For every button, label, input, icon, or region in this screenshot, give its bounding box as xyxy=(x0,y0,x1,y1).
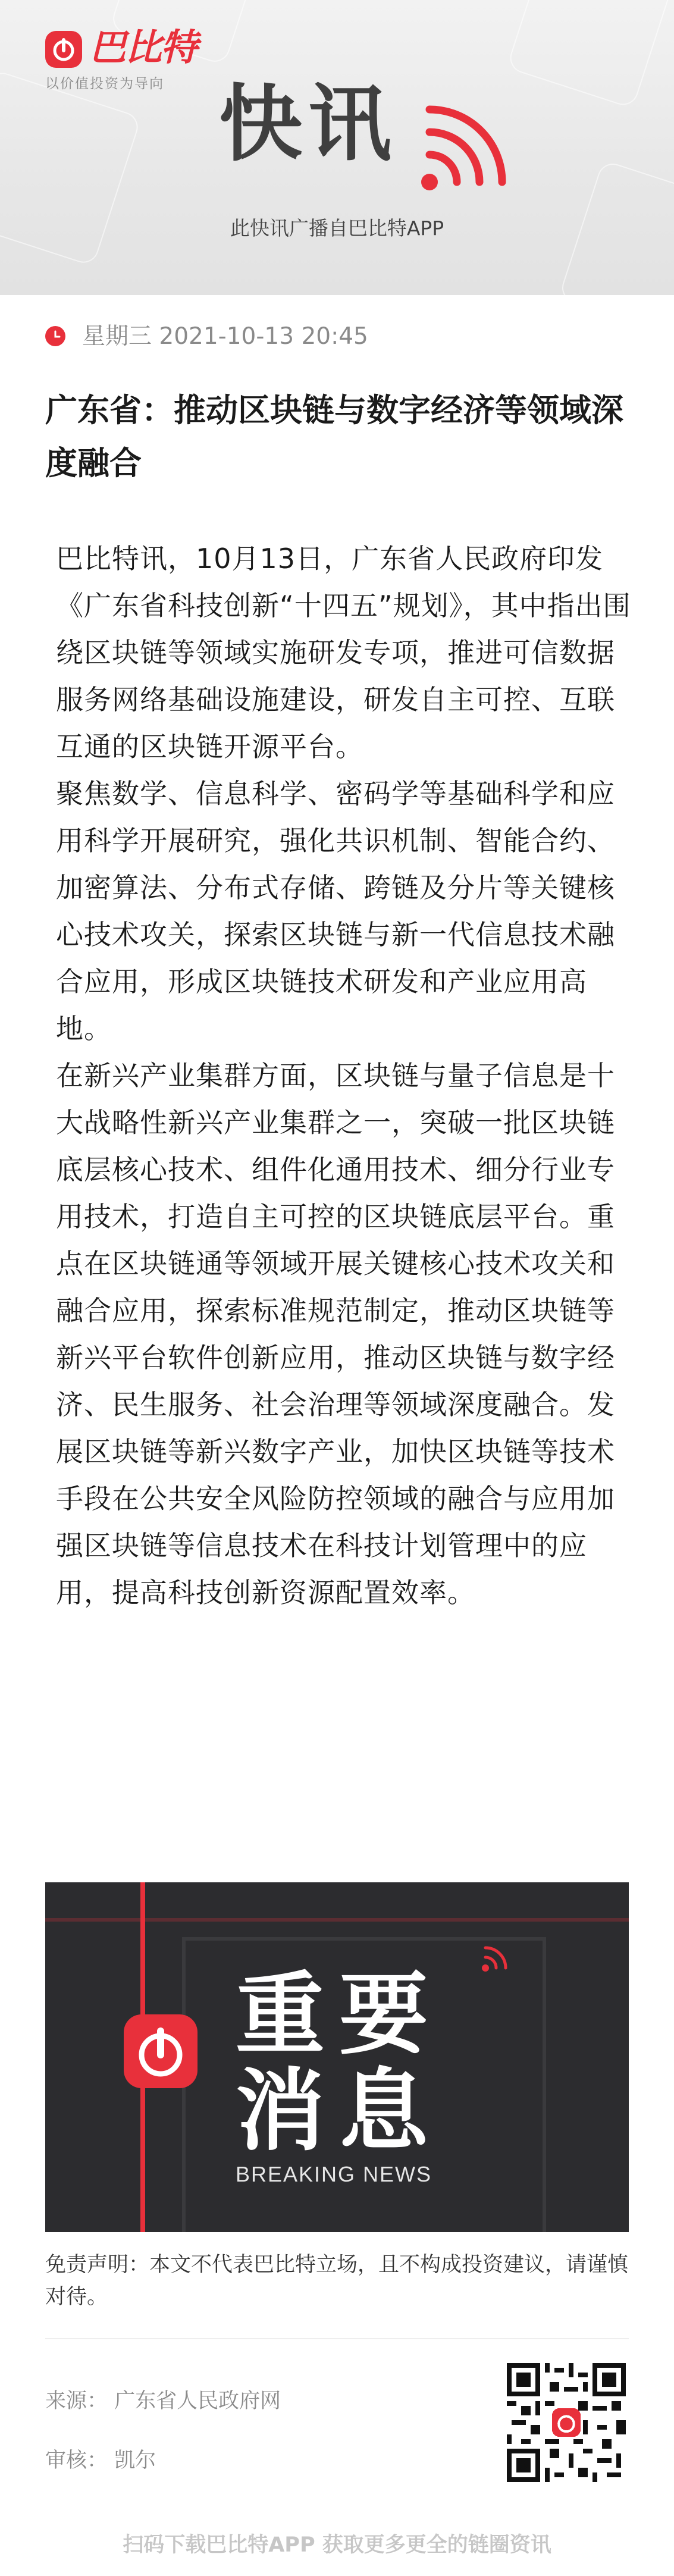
publish-date: 星期三 2021-10-13 20:45 xyxy=(82,323,368,350)
source-line: 来源： 广东省人民政府网 xyxy=(45,2389,281,2413)
article-paragraph: 聚焦数学、信息科学、密码学等基础科学和应用科学开展研究，强化共识机制、智能合约、加密算法、分布式存储、跨链及分片等关键核心技术攻关，探索区块链与新一代信息技术融合应用，形成区块链技术研发和产业应用高地。 xyxy=(56,778,615,1045)
article-paragraph: 巴比特讯，10月13日，广东省人民政府印发《广东省科技创新“十四五”规划》，其中指出围绕区块链等领域实施研发专项，推进可信数据服务网络基础设施建设，研发自主可控、互联互通的区块链开源平台。 xyxy=(56,543,631,763)
brand-slogan: 以价值投资为导向 xyxy=(45,76,164,92)
header-subtitle: 此快讯广播自巴比特APP xyxy=(230,217,444,240)
banner-caption: BREAKING NEWS xyxy=(236,2162,432,2186)
babite-logo-icon xyxy=(124,2014,198,2088)
page-title: 快讯 xyxy=(219,76,398,173)
broadcast-icon xyxy=(416,93,523,200)
breaking-news-image xyxy=(45,1882,629,2232)
clock-icon xyxy=(45,326,65,346)
banner-text-line2: 消息 xyxy=(236,2060,443,2163)
editor-line: 审核： 凯尔 xyxy=(45,2449,156,2472)
broadcast-icon xyxy=(478,1935,519,1975)
disclaimer: 免责声明：本文不代表巴比特立场，且不构成投资建议，请谨慎对待。 xyxy=(45,2253,629,2309)
banner-text-line1: 重要 xyxy=(236,1963,443,2067)
article-body xyxy=(56,535,642,1616)
qr-code[interactable] xyxy=(507,2363,626,2482)
brand-name: 巴比特 xyxy=(89,26,197,69)
babite-logo-icon xyxy=(45,31,82,68)
article-paragraph: 在新兴产业集群方面，区块链与量子信息是十大战略性新兴产业集群之一，突破一批区块链底层核心技术、组件化通用技术、细分行业专用技术，打造自主可控的区块链底层平台。重点在区块链通等领域开展关键核心技术攻关和融合应用，探索标准规范制定，推动区块链等新兴平台软件创新应用，推动区块链与数字经济、民生服务、社会治理等领域深度融合。发展区块链等新兴数字产业，加快区块链等技术手段在公共安全风险防控领域的融合与应用加强区块链等信息技术在科技计划管理中的应用，提高科技创新资源配置效率。 xyxy=(56,1060,615,1609)
header-banner xyxy=(0,0,674,295)
download-cta[interactable]: 扫码下载巴比特APP 获取更多更全的链圈资讯 xyxy=(123,2533,551,2557)
article-title: 广东省：推动区块链与数字经济等领域深度融合 xyxy=(45,391,623,482)
divider xyxy=(45,2338,629,2339)
